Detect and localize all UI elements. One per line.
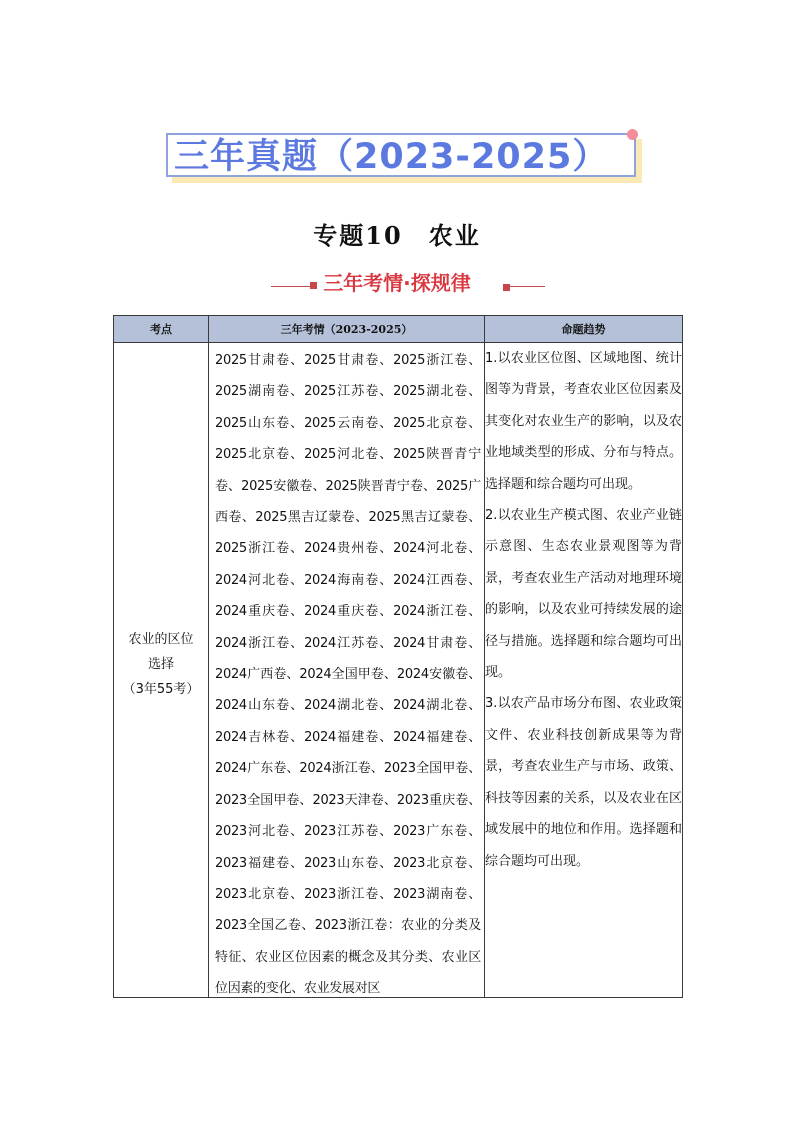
header-topic: 考点 bbox=[114, 316, 209, 343]
banner-title: 三年真题（2023-2025） bbox=[174, 137, 609, 177]
trend-cell bbox=[485, 343, 683, 998]
header-trend: 命题趋势 bbox=[485, 316, 683, 343]
subject-title: 专题10 农业 bbox=[313, 221, 481, 250]
trend-item-1: 1.以农业区位图、区域地图、统计图等为背景，考查农业区位因素及其变化对农业生产的影响，以及农业地域类型的形成、分布与特点。选择题和综合题均可出现。 bbox=[485, 351, 682, 492]
section-right-line bbox=[508, 286, 545, 287]
topic-name-line1: 农业的区位 bbox=[128, 632, 194, 647]
topic-count: （3年55考） bbox=[122, 682, 200, 697]
section-heading-text: 三年考情·探规律 bbox=[323, 271, 471, 295]
table-header-row bbox=[114, 316, 683, 343]
exam-trend-table bbox=[113, 315, 683, 998]
topic-cell bbox=[114, 343, 209, 998]
exam-list-text: 2025甘肃卷、2025甘肃卷、2025浙江卷、2025湖南卷、2025江苏卷、2025湖北卷、2025山东卷、2025云南卷、2025北京卷、2025北京卷、2025河北卷、2025陕晋青宁卷、2025安徽卷、2025陕晋青宁卷、2025广西卷、2025黑吉辽蒙卷、2025黑吉辽蒙卷、2025浙江卷、2024贵州卷、2024河北卷、2024河北卷、2024海南卷、2024江西卷、2024重庆卷、2024重庆卷、2024浙江卷、2024浙江卷、2024江苏卷、2024甘肃卷、2024广西卷、2024全国甲卷、2024安徽卷、2024山东卷、2024湖北卷、2024湖北卷、2024吉林卷、2024福建卷、2024福建卷、2024广东卷、2024浙江卷、2023全国甲卷、2023全国甲卷、2023天津卷、2023重庆卷、2023河北卷、2023江苏卷、2023广东卷、2023福建卷、2023山东卷、2023北京卷、2023北京卷、2023浙江卷、2023湖南卷、2023全国乙卷、2023浙江卷：农业的分类及特征、农业区位因素的概念及其分类、农业区位因素的变化、农业发展对区 bbox=[215, 353, 481, 997]
section-heading bbox=[0, 268, 794, 298]
topic-name-line2: 选择 bbox=[147, 657, 174, 672]
header-exams: 三年考情（2023-2025） bbox=[209, 316, 485, 343]
trend-item-3: 3.以农产品市场分布图、农业政策文件、农业科技创新成果等为背景，考查农业生产与市场、政策、科技等因素的关系，以及农业在区域发展中的地位和作用。选择题和综合题均可出现。 bbox=[485, 696, 682, 869]
trend-item-2: 2.以农业生产模式图、农业产业链示意图、生态农业景观图等为背景，考查农业生产活动对地理环境的影响，以及农业可持续发展的途径与措施。选择题和综合题均可出现。 bbox=[485, 508, 682, 681]
table-row bbox=[114, 343, 683, 998]
exams-cell bbox=[209, 343, 485, 998]
banner-dot-icon bbox=[627, 129, 638, 140]
title-banner bbox=[166, 133, 644, 185]
